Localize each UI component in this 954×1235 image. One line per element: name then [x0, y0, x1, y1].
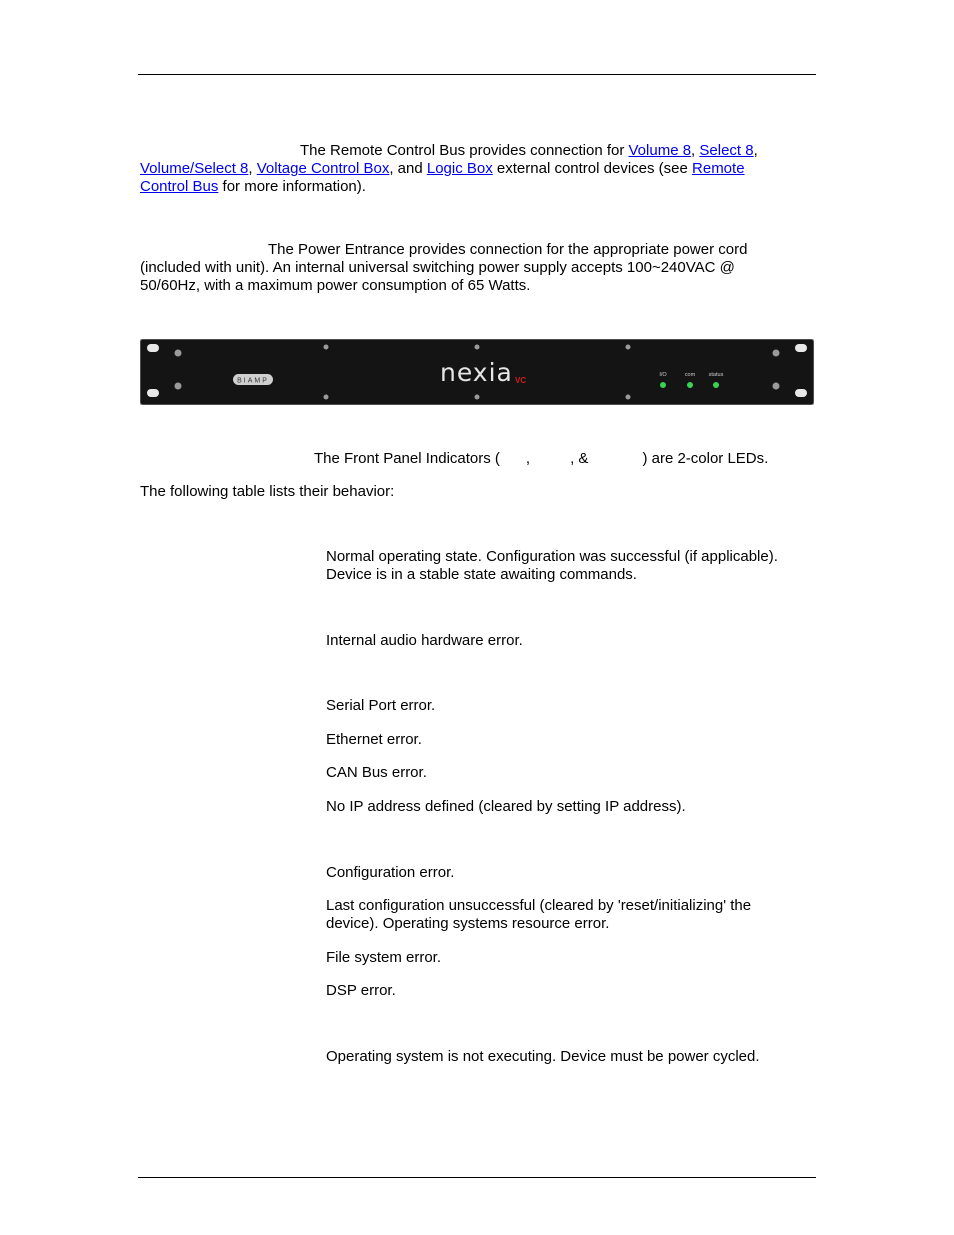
led-io-indicator	[660, 382, 666, 388]
indicators-text-4: ) are 2-color LEDs.	[642, 450, 769, 467]
behavior-item	[326, 632, 816, 650]
rcb-mid-text: external control devices (see	[492, 160, 693, 177]
led-label-io: I/O	[659, 372, 667, 378]
behavior-item	[326, 1048, 816, 1066]
power-line-1: The Power Entrance provides connection for the appropriate power cord	[268, 241, 748, 258]
rcb-separator: ,	[691, 142, 700, 159]
behavior-item	[326, 897, 816, 933]
led-label-status: status	[708, 372, 724, 378]
behavior-text: File system error.	[326, 949, 442, 966]
indicators-text-3: , &	[570, 450, 589, 467]
behavior-item	[326, 731, 816, 749]
behavior-item	[326, 864, 816, 882]
model-badge: VC	[515, 376, 527, 385]
behavior-text: Serial Port error.	[326, 697, 436, 714]
indicators-text-1: The Front Panel Indicators (	[314, 450, 500, 467]
behavior-text: Device is in a stable state awaiting commands.	[326, 566, 637, 583]
led-label-com: com	[684, 372, 696, 378]
link-logic-box[interactable]: Logic Box	[426, 160, 493, 177]
remote-control-bus-paragraph	[140, 142, 800, 196]
behavior-text: CAN Bus error.	[326, 764, 427, 781]
link-volume-8[interactable]: Volume 8	[628, 142, 692, 159]
power-entrance-paragraph	[140, 241, 800, 295]
rcb-intro-text: The Remote Control Bus provides connection for	[300, 142, 629, 159]
rack-slot-icon	[795, 344, 807, 352]
behavior-item	[326, 949, 816, 967]
behavior-item	[326, 764, 816, 782]
behavior-text: Configuration error.	[326, 864, 455, 881]
front-panel-indicators-paragraph	[140, 450, 800, 468]
led-status-indicator	[713, 382, 719, 388]
device-front-panel	[140, 339, 814, 405]
behavior-text: Operating system is not executing. Device must be power cycled.	[326, 1048, 760, 1065]
led-com-indicator	[687, 382, 693, 388]
rack-slot-icon	[795, 389, 807, 397]
link-remote-control-bus-1[interactable]: Remote	[692, 160, 745, 177]
rcb-end-text: for more information).	[218, 178, 366, 195]
power-line-3: 50/60Hz, with a maximum power consumption of 65 Watts.	[140, 277, 531, 294]
behavior-item	[326, 548, 816, 584]
rcb-separator: , and	[389, 160, 427, 177]
rack-slot-icon	[147, 344, 159, 352]
link-remote-control-bus-2[interactable]: Control Bus	[140, 178, 219, 195]
biamp-logo-text: BIAMP	[237, 377, 269, 385]
power-line-2: (included with unit). An internal universal switching power supply accepts 100~240VAC @	[140, 259, 735, 276]
behavior-text: Internal audio hardware error.	[326, 632, 523, 649]
table-intro: The following table lists their behavior:	[140, 483, 395, 500]
behavior-item	[326, 798, 816, 816]
link-select-8[interactable]: Select 8	[699, 142, 754, 159]
footer-rule	[138, 1177, 816, 1178]
nexia-logo-text: nexia	[440, 358, 513, 387]
behavior-text: DSP error.	[326, 982, 396, 999]
behavior-item	[326, 697, 816, 715]
behavior-item	[326, 982, 816, 1000]
header-rule	[138, 74, 816, 75]
behavior-text: Ethernet error.	[326, 731, 422, 748]
rack-slot-icon	[147, 389, 159, 397]
behavior-text: Normal operating state. Configuration was successful (if applicable).	[326, 548, 778, 565]
indicators-text-2: ,	[525, 450, 531, 467]
link-volume-select-8[interactable]: Volume/Select 8	[140, 160, 249, 177]
behavior-text: device). Operating systems resource error.	[326, 915, 610, 932]
rcb-separator: ,	[248, 160, 257, 177]
behavior-text: Last configuration unsuccessful (cleared by 'reset/initializing' the	[326, 897, 752, 914]
link-voltage-control-box[interactable]: Voltage Control Box	[256, 160, 390, 177]
rcb-separator: ,	[753, 142, 758, 159]
behavior-text: No IP address defined (cleared by setting IP address).	[326, 798, 686, 815]
